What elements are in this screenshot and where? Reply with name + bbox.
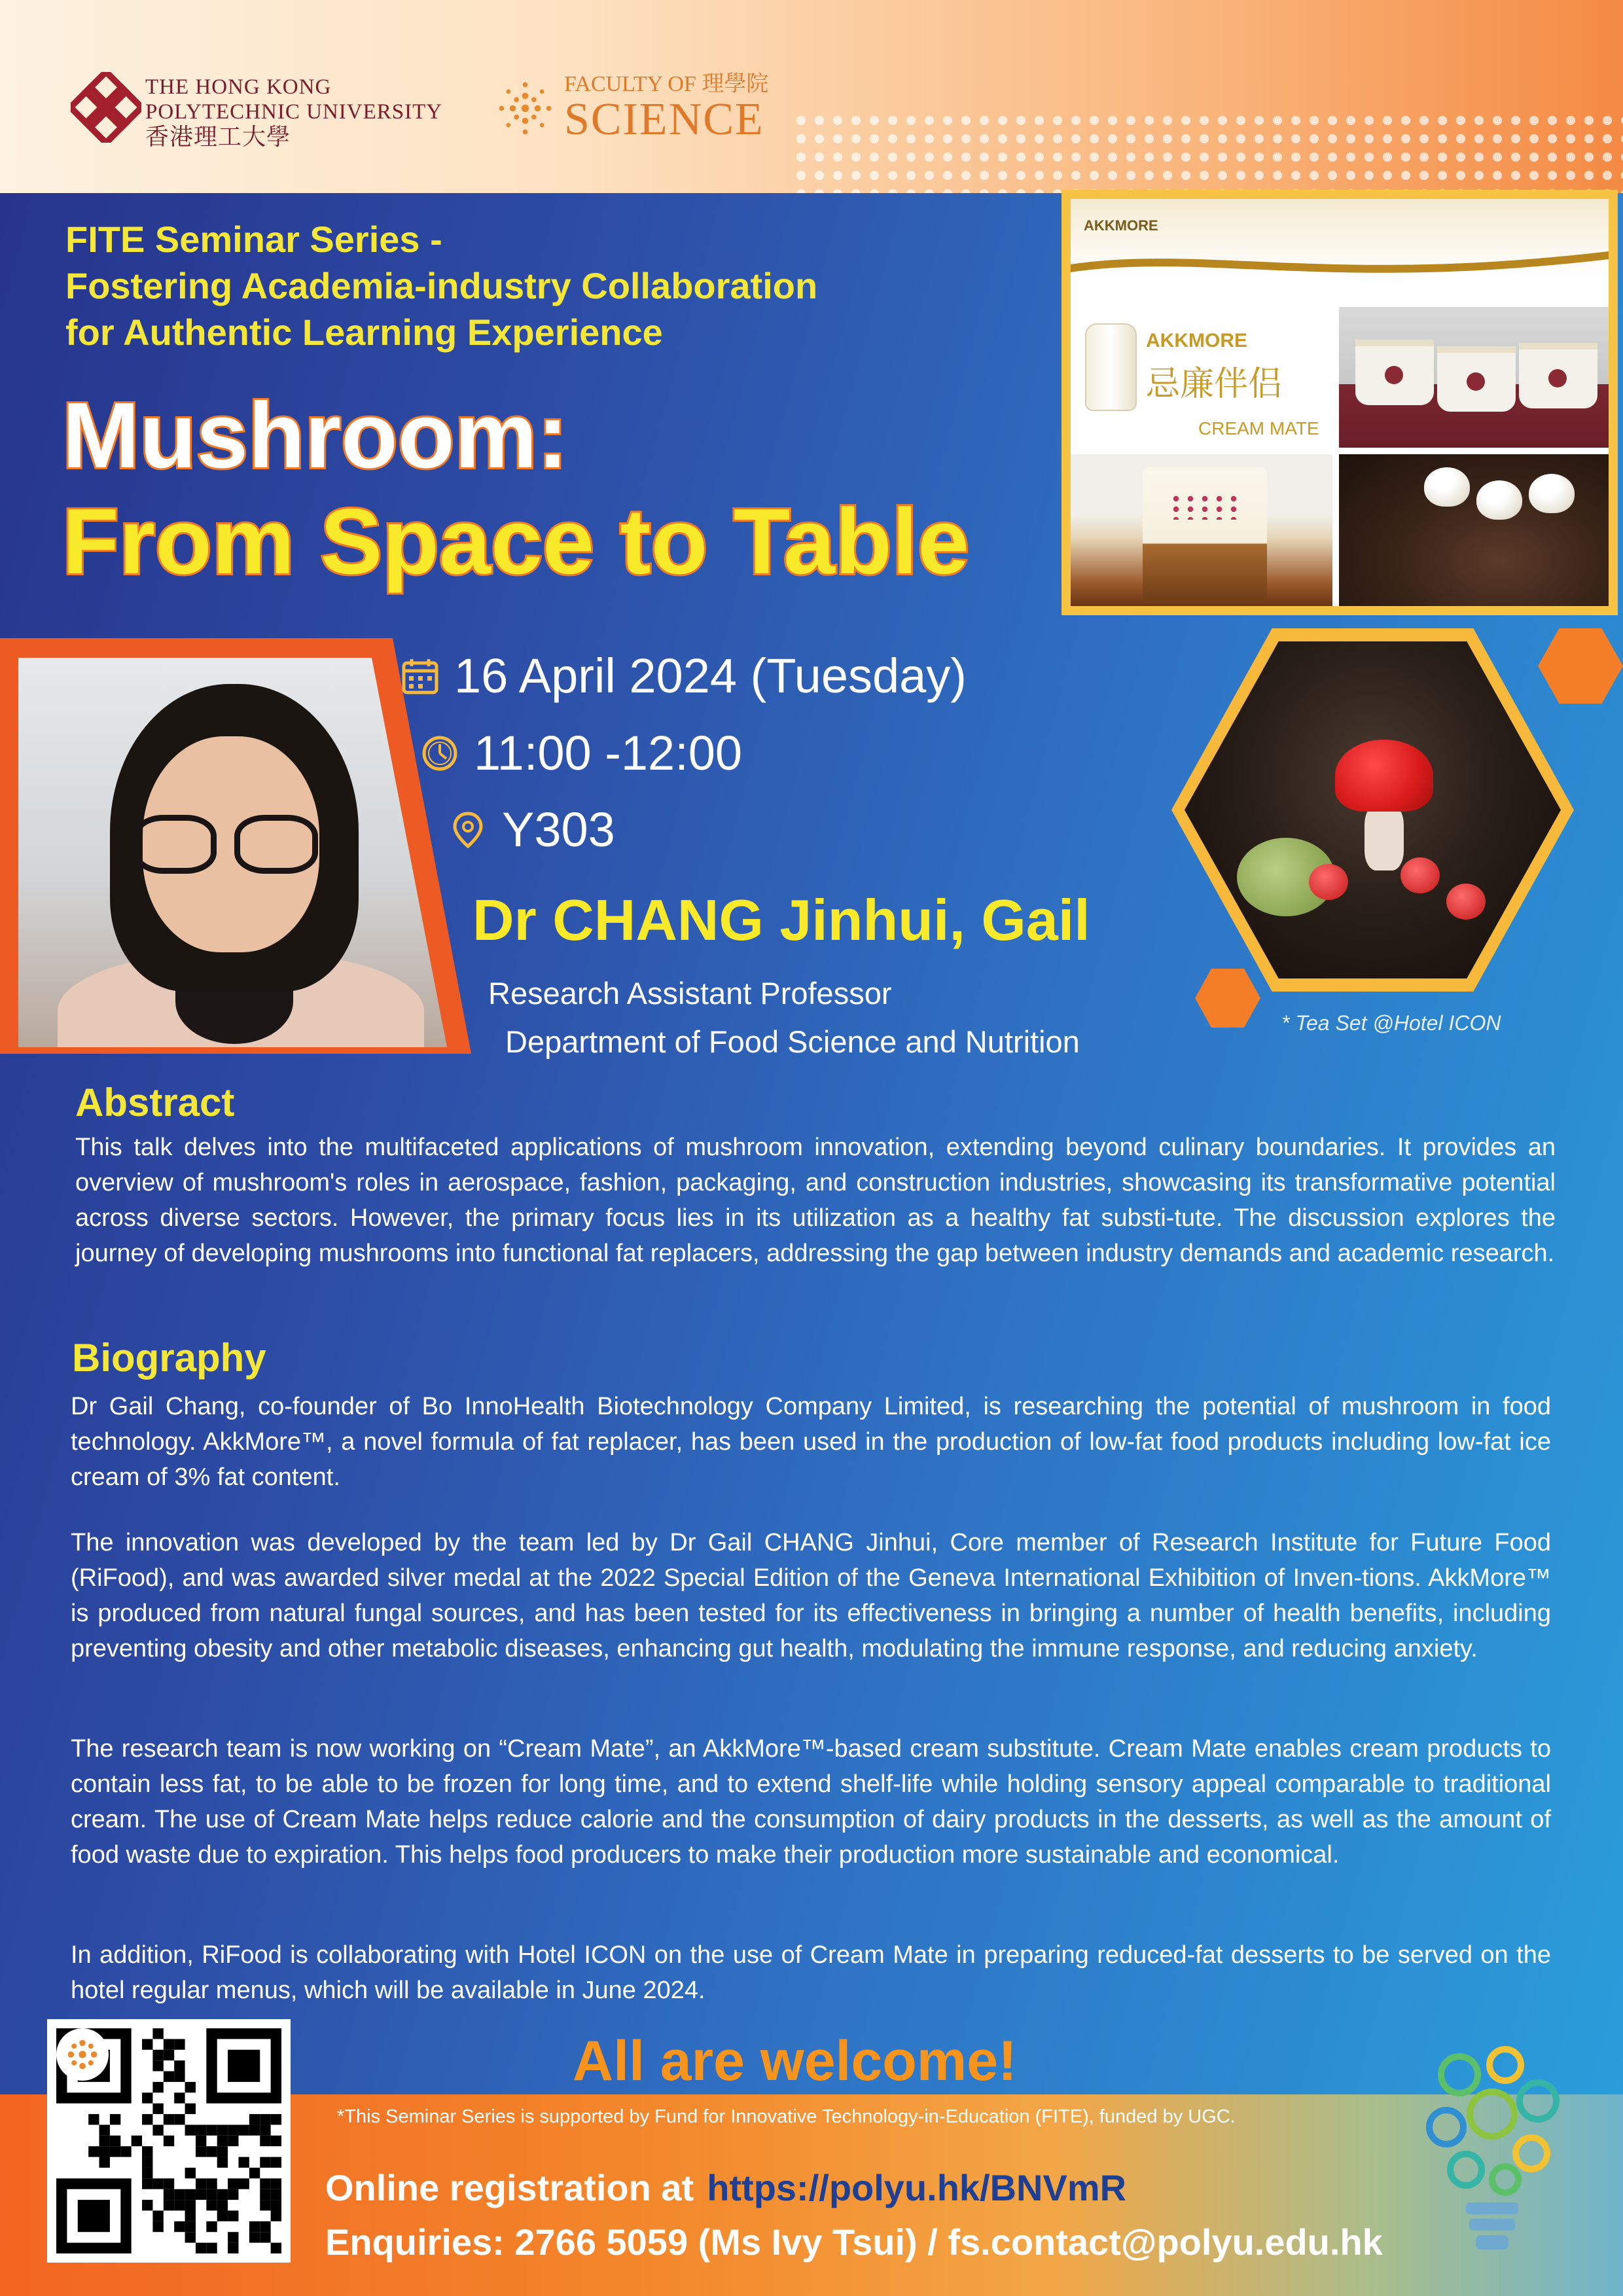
time-text: 11:00 -12:00 (474, 726, 743, 780)
series-line1: FITE Seminar Series - (65, 219, 442, 260)
abstract-heading: Abstract (75, 1081, 235, 1124)
polyu-logo-icon (71, 72, 141, 143)
series-line3: for Authentic Learning Experience (65, 312, 663, 353)
speaker-title: Research Assistant Professor (488, 976, 892, 1011)
registration-label: Online registration at (325, 2167, 694, 2208)
speaker-portrait (18, 658, 447, 1047)
polyu-name-line2: POLYTECHNIC UNIVERSITY (145, 100, 443, 124)
enquiry-contact: Enquiries: 2766 5059 (Ms Ivy Tsui) / fs.contact@polyu.edu.hk (325, 2221, 1383, 2263)
brand-name-cn: 忌廉伴侣 (1146, 365, 1283, 403)
science-logo-icon (494, 77, 556, 139)
biography-paragraph-1: Dr Gail Chang, co-founder of Bo InnoHealth Biotechnology Company Limited, is researching the potential of mushroom in food technology. AkkMore™, a novel formula of fat replacer, has been used in the production of low-fat food products including low-fat ice cream of 3% fat content. (71, 1393, 1551, 1491)
faculty-name (564, 72, 768, 143)
event-date (401, 648, 967, 704)
lightbulb-gears-icon (1407, 2029, 1577, 2265)
brand-small: AKKMORE (1084, 217, 1158, 234)
polyu-name (145, 75, 442, 149)
chocolate-cake-photo (1339, 454, 1609, 606)
faculty-small: FACULTY OF 理學院 (564, 72, 769, 96)
product-jar (1085, 323, 1137, 411)
cream-mate-label: CREAM MATE (1198, 418, 1319, 439)
speaker-department: Department of Food Science and Nutrition (505, 1024, 1080, 1059)
date-text: 16 April 2024 (Tuesday) (454, 649, 967, 703)
science-logo-icon (56, 2028, 109, 2081)
registration-link[interactable]: https://polyu.hk/BNVmR (707, 2167, 1127, 2208)
orange-hexagon-decoration (1538, 628, 1623, 704)
product-panel (1061, 190, 1618, 615)
photo-caption: * Tea Set @Hotel ICON (1281, 1011, 1501, 1035)
series-title (65, 216, 817, 355)
event-venue (448, 802, 615, 857)
welcome-text: All are welcome! (573, 2030, 1017, 2092)
dessert-glass-photo (1071, 454, 1332, 606)
biography-paragraph-4: In addition, RiFood is collaborating with Hotel ICON on the use of Cream Mate in preparing reduced-fat desserts to be served on the hotel regular menus, which will be available in June 2024. (71, 1941, 1551, 2004)
seminar-title (62, 383, 969, 595)
qr-code[interactable] (47, 2019, 291, 2263)
banner-wave (1071, 238, 1609, 291)
event-time (420, 725, 742, 781)
brand-name: AKKMORE (1146, 330, 1247, 351)
venue-text: Y303 (502, 802, 615, 857)
orange-hexagon-decoration (1195, 969, 1260, 1028)
title-line2: From Space to Table (62, 490, 970, 594)
ice-cream-cups-photo (1339, 307, 1609, 448)
clock-icon (420, 734, 459, 773)
faculty-big: SCIENCE (564, 94, 764, 145)
fund-note: *This Seminar Series is supported by Fund for Innovative Technology-in-Education (FITE), funded by UGC. (337, 2106, 1236, 2127)
polyu-name-line1: THE HONG KONG (145, 75, 332, 99)
registration (325, 2166, 1126, 2209)
biography-paragraph-3: The research team is now working on “Cream Mate”, an AkkMore™-based cream substitute. Cream Mate enables cream products to contain less fat, to be able to be frozen for long time, and to extend shelf-life while holding sensory appeal comparable to traditional cream. The use of Cream Mate helps reduce calorie and the consumption of dairy products in the desserts, as well as the amount of food waste due to expiration. This helps food producers to make their production more sustainable and economical. (71, 1735, 1551, 1869)
header-banner (0, 0, 1623, 193)
location-pin-icon (448, 810, 488, 850)
pixel-pattern (792, 111, 1623, 193)
biography-paragraph-2: The innovation was developed by the team led by Dr Gail CHANG Jinhui, Core member of Research Institute for Future Food (RiFood), and was awarded silver medal at the 2022 Special Edition of the Geneva International Exhibition of Inven-tions. AkkMore™ is produced from natural fungal sources, and has been tested for its effectiveness in bringing a number of health benefits, including preventing obesity and other metabolic diseases, enhancing gut health, modulating the immune response, and reducing anxiety. (71, 1529, 1551, 1662)
abstract-text: This talk delves into the multifaceted applications of mushroom innovation, extending beyond culinary boundaries. It provides an overview of mushroom's roles in aerospace, fashion, packaging, and construction industries, showcasing its transformative potential across diverse sectors. However, the primary focus lies in its utilization as a healthy fat substi-tute. The discussion explores the journey of developing mushrooms into functional fat replacers, addressing the gap between industry demands and academic research. (75, 1134, 1556, 1267)
biography-heading: Biography (72, 1336, 266, 1380)
series-line2: Fostering Academia-industry Collaboration (65, 265, 818, 306)
calendar-icon (401, 656, 440, 696)
product-collage (1071, 199, 1609, 606)
speaker-name: Dr CHANG Jinhui, Gail (473, 888, 1090, 952)
polyu-name-cn: 香港理工大學 (145, 124, 291, 150)
title-line1: Mushroom: (62, 384, 569, 488)
